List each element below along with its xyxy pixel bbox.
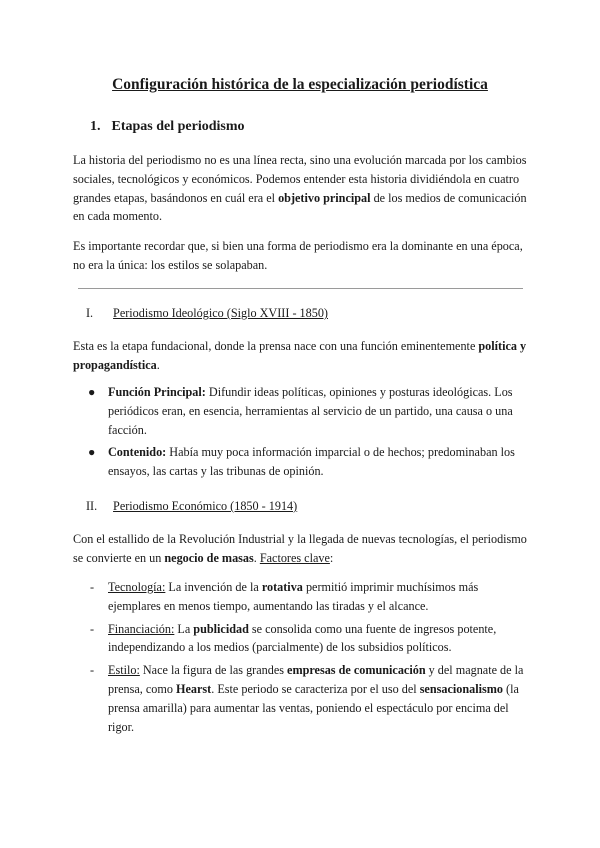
section-2-title: Periodismo Económico (1850 - 1914) (113, 499, 298, 513)
item-label: Estilo: (108, 663, 140, 678)
item-text: permitió imprimir muchísimos más ejemplares en menos tiempo, aumentando las tiradas y el alcance. (108, 580, 479, 613)
bullet-label: Contenido: (108, 445, 167, 460)
list-item (86, 383, 528, 439)
bullet-text: Difundir ideas políticas, opiniones y posturas ideológicas. Los periódicos eran, en esencia, herramientas al servicio de un partido, una causa o una facción. (108, 385, 513, 437)
intro-p1-bold: objetivo principal (278, 190, 371, 205)
section-2-intro-mid: . (253, 550, 260, 565)
document-title: Configuración histórica de la especialización periodística (112, 76, 488, 93)
item-text: Nace la figura de las grandes (139, 663, 288, 678)
section-2-intro (73, 530, 528, 568)
bullet-icon: ● (88, 385, 96, 399)
bullet-text: Había muy poca información imparcial o de hechos; predominaban los ensayos, las cartas y las tribunas de opinión. (108, 445, 515, 479)
item-bold: Hearst (176, 681, 212, 696)
heading-text: Etapas del periodismo (111, 119, 245, 134)
item-text: La invención de la (165, 580, 262, 594)
item-bold: rotativa (261, 580, 303, 594)
item-text: La (174, 621, 194, 636)
item-text: . Este periodo se caracteriza por el uso del (211, 681, 420, 696)
heading-number: 1. (90, 119, 101, 134)
section-2-intro-end: : (329, 550, 334, 565)
bullet-label: Función Principal: (108, 385, 206, 399)
section-2-intro-underline: Factores clave (259, 550, 330, 565)
section-2-intro-bold: negocio de masas (164, 550, 254, 565)
intro-p1-end: de los medios de comunicación en cada momento. (73, 190, 527, 224)
horizontal-rule (78, 288, 523, 289)
item-label: Tecnología: (108, 580, 166, 594)
section-1-intro-bold: política y propagandística (73, 339, 527, 372)
item-label: Financiación: (108, 621, 175, 636)
heading-etapas (90, 119, 245, 135)
section-2-intro-text: Con el estallido de la Revolución Industrial y la llegada de nuevas tecnologías, el periodismo se convierte en un (73, 532, 527, 565)
dash-marker: - (90, 621, 95, 636)
list-item (86, 578, 528, 616)
dash-marker: - (90, 663, 95, 678)
section-1-heading (86, 306, 328, 321)
item-bold: publicidad (193, 621, 249, 636)
bullet-icon: ● (88, 445, 96, 460)
intro-paragraph-2: Es importante recordar que, si bien una forma de periodismo era la dominante en una época, no era la única: los estilos se solapaban. (73, 239, 523, 272)
intro-p1-text: La historia del periodismo no es una línea recta, sino una evolución marcada por los cambios sociales, tecnológicos y económicos. Podemos entender esta historia dividiéndola en cuatro grandes etapas, basándonos en cuál era el (73, 153, 527, 205)
list-item (86, 443, 528, 481)
item-bold: sensacionalismo (419, 681, 503, 696)
section-1-title: Periodismo Ideológico (Siglo XVIII - 1850) (113, 306, 328, 320)
item-text: y del magnate de la prensa, como (108, 663, 524, 696)
item-text: se consolida como una fuente de ingresos potente, independizando a los medios (parcialmente) de los subsidios políticos. (108, 621, 497, 655)
list-item (86, 661, 528, 736)
dash-marker: - (90, 580, 95, 594)
item-bold: empresas de comunicación (287, 663, 426, 678)
section-1-intro (73, 337, 528, 375)
list-item (86, 620, 528, 658)
section-2-dash-list (86, 578, 528, 740)
section-2-heading (86, 499, 297, 514)
intro-paragraph-1 (73, 151, 528, 226)
section-1-intro-end: . (156, 357, 160, 372)
item-text: (la prensa amarilla) para aumentar las ventas, poniendo el espectáculo por encima del rigor. (108, 681, 519, 734)
section-1-numeral: I. (86, 306, 94, 320)
section-1-intro-text: Esta es la etapa fundacional, donde la prensa nace con una función eminentemente (73, 339, 479, 353)
section-2-numeral: II. (86, 499, 98, 513)
section-1-bullet-list (86, 383, 528, 485)
